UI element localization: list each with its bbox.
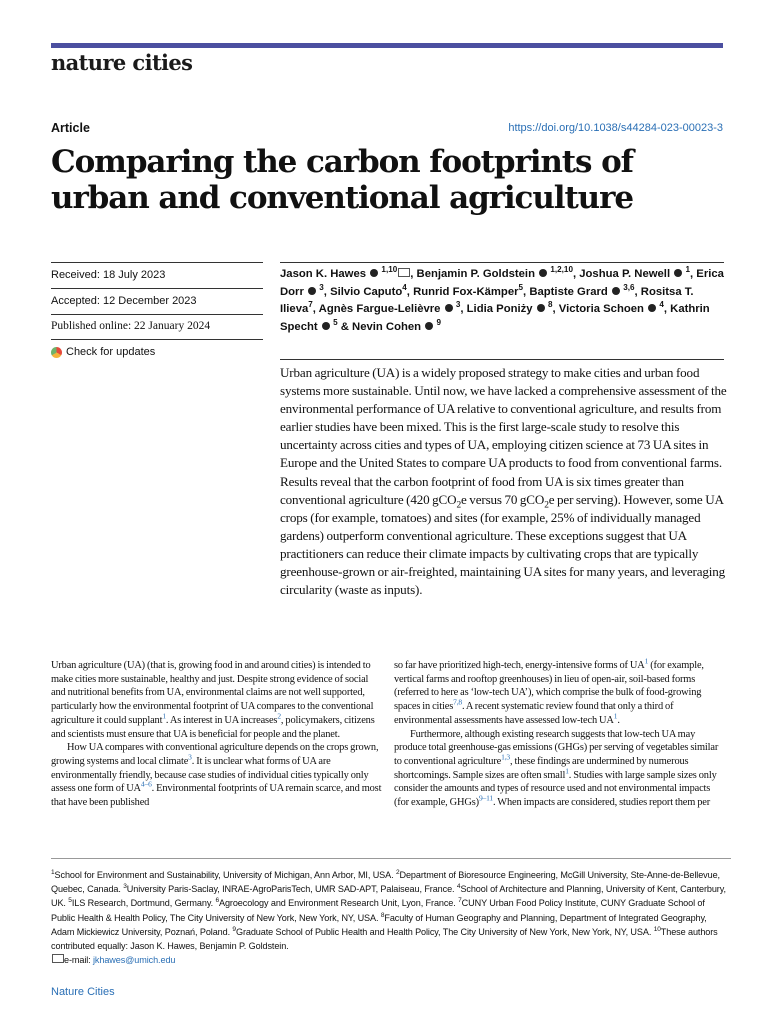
affiliation-marker: 3,6 — [620, 282, 635, 292]
affiliation-number: 1 — [51, 868, 55, 876]
citation-link[interactable]: 9–11 — [478, 793, 493, 803]
divider — [51, 339, 263, 340]
abstract-text: e versus 70 gCO — [461, 491, 545, 507]
affiliation-number: 10 — [653, 925, 661, 933]
body-text: . It is unclear what forms of UA are environmentally friendly, because case studies of individual cities typically only assess one form of UA — [51, 755, 369, 795]
affiliation-text: Department of Bioresource Engineering, McGill University, Ste-Anne-de-Bellevue, Quebec, Canada. — [51, 870, 720, 895]
body-text: , these findings are undermined by numerous shortcomings. Sample sizes are often small — [394, 755, 689, 781]
citation-link[interactable]: 1 — [162, 711, 166, 721]
article-title: Comparing the carbon footprints of urban and conventional agriculture — [51, 144, 633, 216]
body-text: (for example, vertical farms and rooftop greenhouses) in lieu of open-air, soil-based forms (referred to here as ‘low-tech UA’), which comprise the bulk of food-growing spaces in cities — [394, 660, 704, 713]
affiliation-number: 2 — [395, 868, 400, 876]
author[interactable] — [466, 300, 553, 316]
author-name: Kathrin Specht — [280, 303, 710, 333]
affiliations-footnotes — [51, 868, 731, 967]
affiliation-number: 4 — [456, 883, 461, 891]
orcid-icon[interactable] — [425, 322, 433, 330]
author-name: Silvio Caputo — [330, 285, 403, 298]
author[interactable] — [318, 300, 461, 316]
affiliation-text: University Paris-Saclay, INRAE-AgroParisTech, UMR SAD-APT, Palaiseau, France. — [126, 884, 457, 895]
author-name: Erica Dorr — [280, 268, 724, 298]
citation-link[interactable]: 4–6 — [140, 779, 152, 789]
author-name: Rositsa T. Ilieva — [280, 285, 694, 316]
orcid-icon[interactable] — [674, 269, 682, 277]
doi-link[interactable]: https://doi.org/10.1038/s44284-023-00023-3 — [508, 122, 723, 134]
check-for-updates-button[interactable] — [51, 346, 155, 358]
affiliation-marker: 9 — [434, 318, 441, 328]
author-name: Benjamin P. Goldstein — [416, 268, 535, 280]
affiliation-marker: 1,2,10 — [548, 265, 573, 275]
check-updates-label: Check for updates — [66, 346, 156, 358]
body-text: so far have prioritized high-tech, energy-intensive forms of UA — [394, 660, 645, 671]
abstract — [280, 364, 735, 599]
affiliation-marker: 1,10 — [379, 265, 398, 275]
subscript: 2 — [456, 500, 462, 511]
journal-header-bar — [51, 43, 723, 48]
check-updates-icon — [51, 347, 62, 358]
orcid-icon[interactable] — [370, 269, 378, 277]
divider — [51, 288, 263, 289]
orcid-icon[interactable] — [308, 287, 316, 295]
author[interactable] — [529, 282, 635, 298]
author-name: Agnès Fargue-Lelièvre — [318, 303, 441, 316]
author-name: Jason K. Hawes — [280, 268, 367, 280]
body-column-left — [51, 659, 383, 810]
affiliation-number: 9 — [232, 925, 236, 933]
affiliation-marker: 7 — [308, 300, 313, 310]
author-name: Victoria Schoen — [558, 303, 644, 316]
affiliation-marker: 5 — [518, 282, 524, 292]
footer-journal-name: Nature Cities — [51, 986, 115, 998]
author[interactable] — [558, 300, 664, 316]
affiliation-number: 7 — [458, 897, 462, 905]
affiliation-text: ILS Research, Dortmund, Germany. — [71, 898, 216, 909]
orcid-icon[interactable] — [537, 304, 545, 312]
email-link[interactable]: jkhawes@umich.edu — [93, 955, 176, 966]
article-type: Article — [51, 121, 90, 135]
affiliation-list — [51, 868, 731, 953]
body-text: . As interest in UA increases — [165, 714, 278, 726]
affiliation-marker: 8 — [545, 300, 553, 310]
affiliation-marker: 3 — [317, 282, 324, 292]
abstract-text: e per serving). However, some UA crops (for example, tomatoes) and sites (for example, 25% of individually managed gardens) outperform conventional agriculture. These exceptions suggest that UA practitioners can reduce their climate impacts by cultivating crops that are typically greenhouse-grown or air-freighted, maintaining UA sites for many years, and leveraging circularity (waste as inputs). — [280, 491, 726, 598]
accepted-date: Accepted: 12 December 2023 — [51, 295, 197, 307]
body-text: Furthermore, although existing research suggests that low-tech UA may produce total greenhouse-gas emissions (GHGs) per serving of vegetables similar to conventional agriculture — [394, 728, 719, 767]
body-text: . A recent systematic review found that only a third of environmental assessments have assessed low-tech UA — [394, 701, 674, 726]
author-name: Baptiste Grard — [529, 285, 608, 298]
affiliation-text: These authors contributed equally: Jason K. Hawes, Benjamin P. Goldstein. — [51, 926, 718, 952]
body-text: . Studies with large sample sizes only consider the amounts and types of resource used and not environmental impacts (for example, GHGs) — [394, 769, 717, 809]
affiliation-text: Faculty of Human Geography and Planning, Department of Integrated Geography, Adam Mickiewicz University, Poznań, Poland. — [51, 912, 707, 937]
affiliation-marker: 4 — [402, 282, 407, 292]
author[interactable] — [280, 265, 410, 280]
affiliation-text: Agroecology and Environment Research Unit, Lyon, France. — [219, 898, 459, 909]
email-label: e-mail: — [64, 955, 94, 966]
orcid-icon[interactable] — [445, 304, 453, 312]
body-text: How UA compares with conventional agriculture depends on the crops grown, growing systems and local climate — [51, 742, 379, 767]
body-text: , policymakers, citizens and scientists must ensure that UA is beneficial for people and the planet. — [51, 714, 375, 740]
citation-link[interactable]: 1,3 — [501, 752, 510, 762]
received-date: Received: 18 July 2023 — [51, 269, 166, 281]
affiliation-text: Graduate School of Public Health and Health Policy, The City University of New York, New York, NY, USA. — [235, 926, 654, 937]
author[interactable] — [413, 282, 524, 298]
orcid-icon[interactable] — [539, 269, 547, 277]
author-name: Runrid Fox-Kämper — [413, 285, 519, 298]
divider — [51, 262, 263, 263]
affiliation-text: School of Architecture and Planning, University of Kent, Canterbury, UK. — [51, 884, 726, 909]
divider — [280, 359, 724, 360]
author-name: Lidia Poniży — [466, 303, 533, 316]
affiliation-marker: 1 — [683, 265, 691, 275]
citation-link[interactable]: 1 — [644, 656, 649, 666]
citation-link[interactable]: 1 — [613, 711, 618, 721]
subscript: 2 — [544, 500, 549, 511]
orcid-icon[interactable] — [612, 287, 620, 295]
divider — [51, 858, 731, 859]
author[interactable] — [352, 318, 441, 333]
citation-link[interactable]: 1 — [565, 766, 569, 776]
citation-link[interactable]: 7,8 — [453, 697, 463, 707]
abstract-text: Urban agriculture (UA) is a widely proposed strategy to make cities and urban food systems more sustainable. Until now, we have lacked a comprehensive assessment of the environmental performance of UA relative to conventional agriculture, and results from earlier studies have been mixed. This is the first large-scale study to resolve this uncertainty across cities and types of UA, employing citizen science at 73 UA sites in Europe and the United States to compare UA products to food from conventional farms. Results reveal that the carbon footprint of food from UA is six times greater than conventional agriculture (420 gCO — [280, 365, 727, 507]
orcid-icon[interactable] — [322, 322, 330, 330]
published-date: Published online: 22 January 2024 — [51, 320, 211, 332]
author[interactable] — [416, 265, 573, 280]
affiliation-number: 6 — [215, 897, 219, 905]
affiliation-marker: 4 — [657, 300, 664, 310]
affiliation-text: CUNY Urban Food Policy Institute, CUNY Graduate School of Public Health & Health Policy, The City University of New York, New York, NY, USA. — [51, 898, 705, 923]
affiliation-number: 8 — [380, 911, 385, 919]
body-text: Urban agriculture (UA) (that is, growing food in and around cities) is intended to make cities more sustainable, healthy and just. Despite strong evidence of social and nutritional benefits from UA, environmental claims are not well supported, particularly how the environmental footprint of UA compares to the conventional agriculture it could supplant — [51, 660, 374, 726]
citation-link[interactable]: 3 — [188, 752, 192, 762]
body-text: . Environmental footprints of UA remain scarce, and most that have been published — [51, 783, 382, 809]
email-icon[interactable] — [398, 268, 410, 277]
affiliation-text: School for Environment and Sustainability, University of Michigan, Ann Arbor, MI, USA. — [54, 870, 396, 880]
author[interactable] — [330, 282, 407, 298]
author-name: Joshua P. Newell — [579, 268, 671, 280]
body-column-right — [394, 656, 726, 810]
body-text: . When impacts are considered, studies report them per — [493, 797, 711, 809]
divider — [280, 262, 724, 263]
author-list: Jason K. Hawes $^{1,10}$ , Benjamin P. Goldstein $^{1,2,10}$, Joshua P. Newell $^1$, Erica Dorr $^3$, Silvio Caputo$^4$, Runrid Fox-Kämper$^5$, Baptiste Grard $^{3,6}$, Rositsa T. Ilieva$^7$, Agnès Fargue-Lelièvre $^3$, Lidia Poniży $^8$, Victoria Schoen $^4$, Kathrin Specht $^5$ & Nevin Cohen $^9$ — [280, 265, 724, 333]
affiliation-marker: 3 — [453, 300, 461, 310]
citation-link[interactable]: 2 — [277, 711, 281, 721]
affiliation-marker: 5 — [330, 318, 338, 328]
author-name: Nevin Cohen — [352, 320, 422, 333]
affiliation-number: 5 — [68, 897, 72, 905]
journal-logo: nature cities — [51, 50, 193, 75]
affiliation-number: 3 — [123, 883, 127, 891]
divider — [51, 314, 263, 315]
author[interactable] — [579, 265, 691, 280]
body-text: . — [617, 714, 620, 726]
email-icon — [52, 954, 64, 963]
orcid-icon[interactable] — [648, 304, 656, 312]
